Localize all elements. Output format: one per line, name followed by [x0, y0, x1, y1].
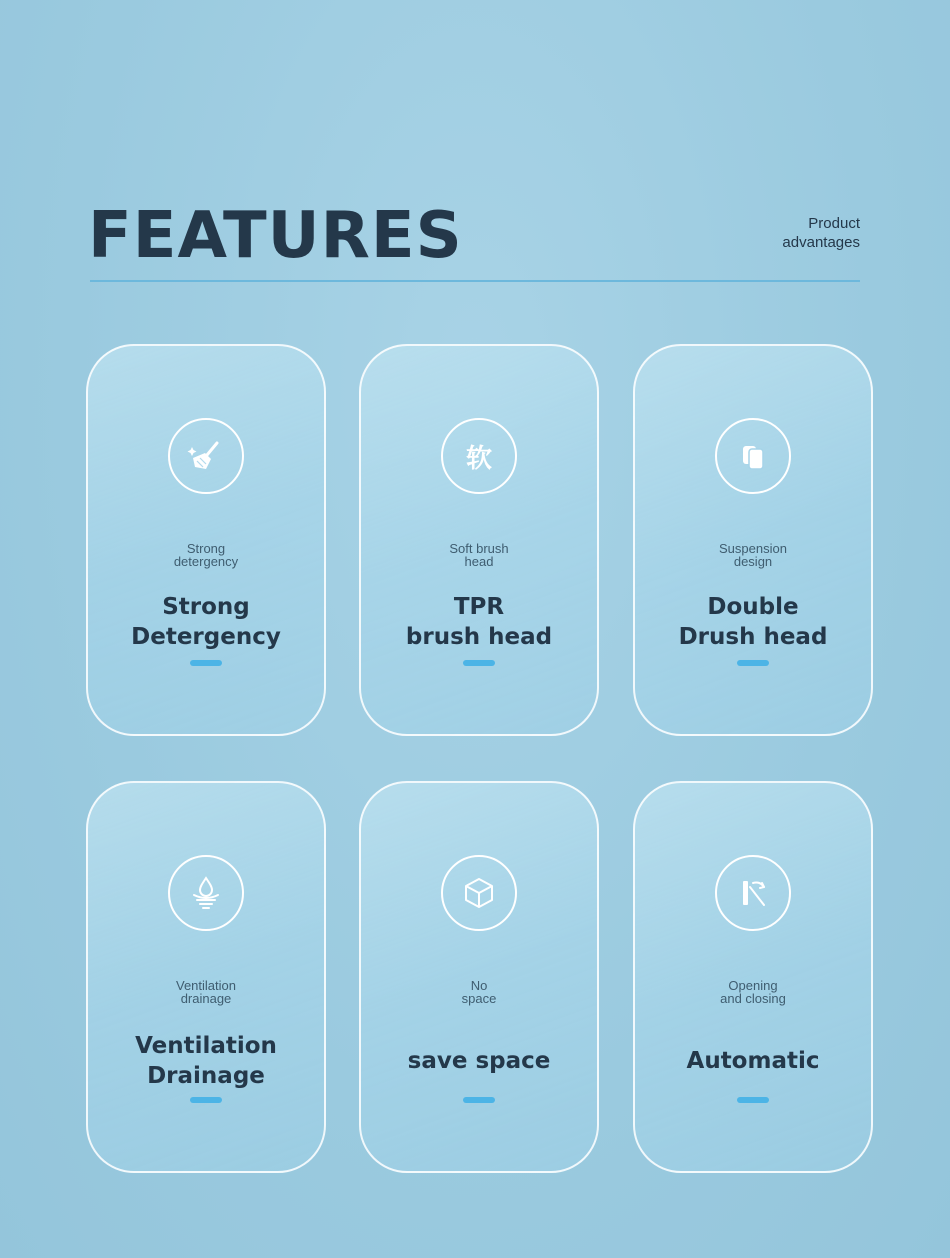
subtitle-line-1: Product	[808, 215, 860, 232]
page-title: FEATURES	[88, 199, 463, 273]
cube-icon	[441, 855, 517, 931]
title-line-1: TPR	[453, 594, 505, 620]
header-divider	[90, 280, 860, 282]
caption-line-2: space	[461, 991, 497, 1006]
accent-bar	[463, 660, 495, 666]
title-line-2: Drush head	[678, 624, 828, 650]
feature-card-save-space	[359, 781, 599, 1173]
water-drop-icon	[168, 855, 244, 931]
accent-bar	[190, 1097, 222, 1103]
title-line-1: Double	[707, 594, 799, 620]
caption-line-2: drainage	[180, 991, 232, 1006]
title-line-2: Detergency	[131, 624, 281, 650]
feature-title	[361, 592, 597, 652]
soft-glyph: 软	[465, 443, 492, 474]
open-close-icon	[715, 855, 791, 931]
feature-card-strong-detergency	[86, 344, 326, 736]
caption-line-1: Ventilation	[176, 978, 236, 993]
feature-caption	[635, 542, 871, 568]
caption-line-1: Suspension	[719, 541, 787, 556]
feature-caption	[361, 979, 597, 1005]
feature-card-double-head	[633, 344, 873, 736]
caption-line-2: detergency	[173, 554, 239, 569]
title-line-1: Strong	[162, 594, 250, 620]
feature-card-tpr-brush-head	[359, 344, 599, 736]
caption-line-1: Soft brush	[449, 541, 509, 556]
accent-bar	[737, 1097, 769, 1103]
feature-card-ventilation-drainage	[86, 781, 326, 1173]
soft-char-icon	[441, 418, 517, 494]
subtitle-line-2: advantages	[782, 234, 860, 251]
caption-line-2: design	[733, 554, 773, 569]
title-line-2: Drainage	[147, 1063, 265, 1089]
double-head-icon	[715, 418, 791, 494]
caption-line-2: and closing	[720, 991, 786, 1006]
feature-title	[635, 592, 871, 652]
accent-bar	[190, 660, 222, 666]
title-line-2: brush head	[405, 624, 553, 650]
feature-caption	[88, 979, 324, 1005]
feature-caption	[88, 542, 324, 568]
feature-title	[88, 1031, 324, 1091]
accent-bar	[463, 1097, 495, 1103]
feature-card-automatic	[633, 781, 873, 1173]
caption-line-2: head	[464, 554, 494, 569]
title-line-1: save space	[407, 1048, 551, 1074]
feature-title	[88, 592, 324, 652]
title-line-1: Ventilation	[135, 1033, 277, 1059]
feature-caption	[635, 979, 871, 1005]
feature-title	[361, 1046, 597, 1076]
caption-line-1: No	[470, 978, 488, 993]
broom-icon	[168, 418, 244, 494]
title-line-1: Automatic	[686, 1048, 820, 1074]
caption-line-1: Strong	[186, 541, 226, 556]
caption-line-1: Opening	[728, 978, 778, 993]
page-subtitle	[660, 214, 860, 252]
feature-caption	[361, 542, 597, 568]
accent-bar	[737, 660, 769, 666]
feature-title	[635, 1046, 871, 1076]
